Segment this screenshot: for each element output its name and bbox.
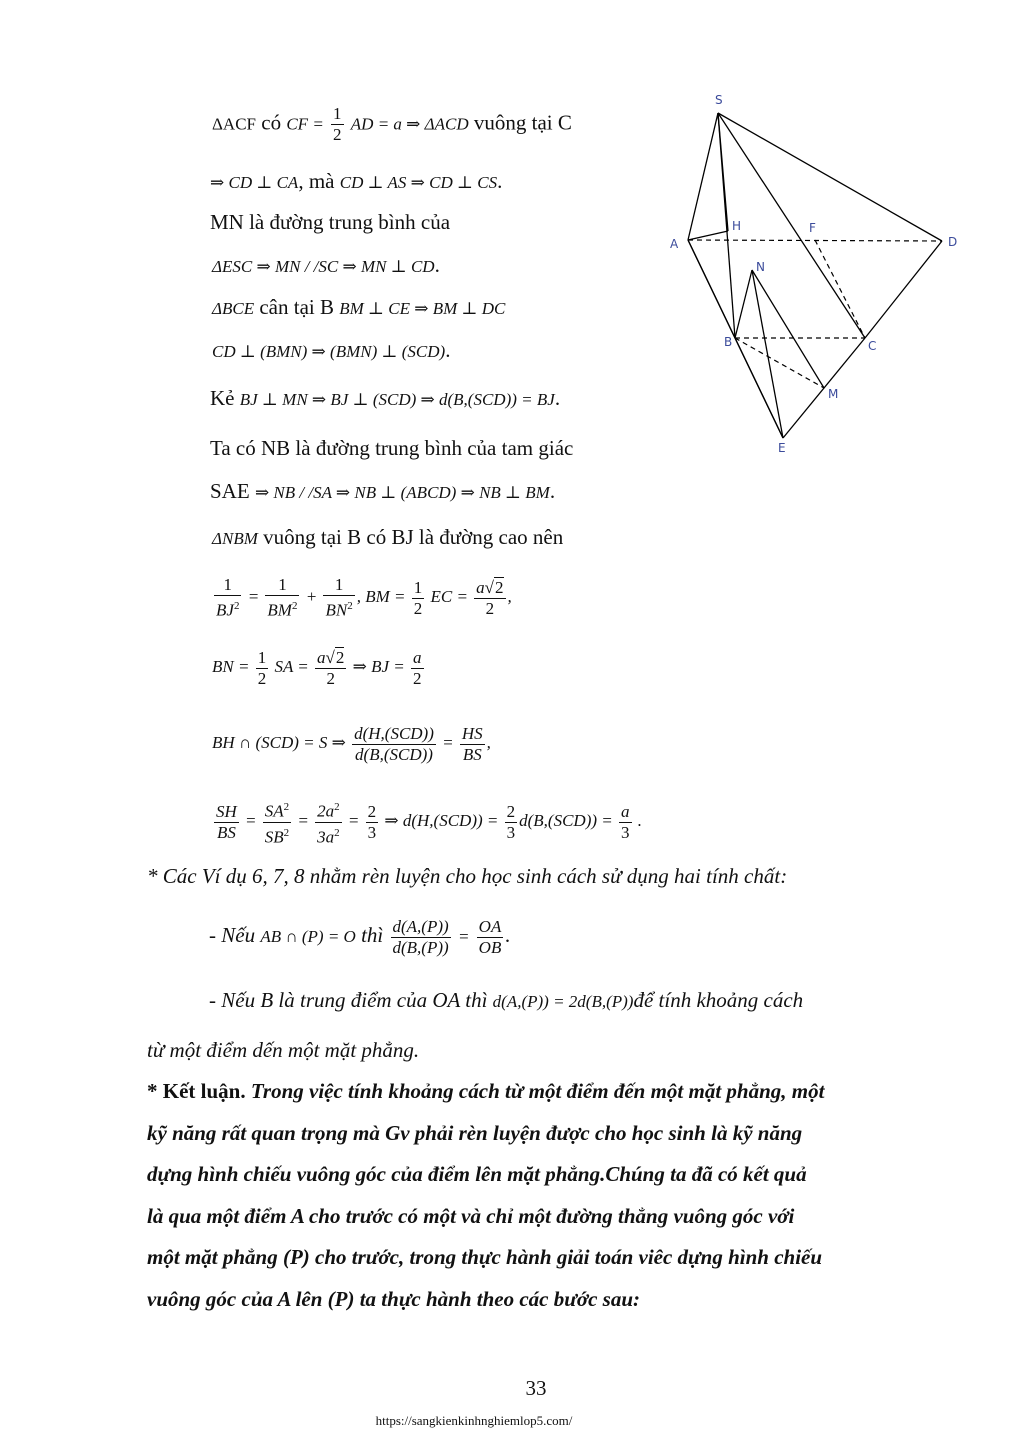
edge-be (735, 338, 783, 438)
geometry-figure (660, 88, 970, 468)
edge-bm-hidden (735, 338, 824, 388)
edge-bn (735, 270, 752, 338)
fraction-half: $\frac{1}{2}$ (333, 104, 342, 144)
line-esc: ΔESC ⇒ MN / /SC ⇒ MN ⊥ CD. (212, 253, 440, 277)
line-bce: ΔBCE cân tại B BM ⊥ CE ⇒ BM ⊥ DC (212, 295, 506, 319)
label-c: C (868, 339, 877, 353)
note-examples: * Các Ví dụ 6, 7, 8 nhằm rèn luyện cho học sinh cách sử dụng hai tính chất: (147, 864, 788, 888)
formula-bn: BN = $\frac{1}{2}$ SA = $\frac{a√2}{2}$ ⇒ BJ = $\frac{a}{2}$ (212, 647, 422, 689)
label-a: A (670, 237, 679, 251)
conclusion-line-6: vuông góc của A lên (P) ta thực hành theo các bước sau: (147, 1287, 640, 1311)
note-property-2: - Nếu B là trung điểm của OA thì d(A,(P)) = 2d(B,(P))để tính khoảng cách (209, 988, 804, 1012)
edge-fc-hidden (815, 240, 865, 338)
edge-sh (718, 113, 728, 231)
line-sae: SAE ⇒ NB / /SA ⇒ NB ⊥ (ABCD) ⇒ NB ⊥ BM. (210, 479, 556, 503)
edge-sa (688, 113, 718, 240)
edge-dc (865, 241, 942, 338)
edge-sd (718, 113, 942, 241)
label-m: M (828, 387, 839, 401)
line-nb-midline: Ta có NB là đường trung bình của tam giác (210, 436, 574, 460)
label-n: N (756, 260, 765, 274)
line-ke-bj: Kẻ BJ ⊥ MN ⇒ BJ ⊥ (SCD) ⇒ d(B,(SCD)) = BJ. (210, 386, 561, 410)
conclusion-line-3: dựng hình chiếu vuông góc của điểm lên mặt phẳng.Chúng ta đã có kết quả (147, 1162, 807, 1186)
formula-bj: $\frac{1}{BJ^2}$ = $\frac{1}{BM^2}$ + $\frac{1}{BN^2}$ , BM = $\frac{1}{2}$ EC = $\frac{a√2}{2}$ , (216, 575, 512, 620)
line-cd-bmn: CD ⊥ (BMN) ⇒ (BMN) ⊥ (SCD). (212, 338, 451, 362)
page-number: 33 (525, 1376, 547, 1400)
label-d: D (948, 235, 958, 249)
formula-sh-bs: $\frac{SH}{BS}$ = $\frac{SA^2}{SB^2}$ = $\frac{2a^2}{3a^2}$ = $\frac{2}{3}$ ⇒ d(H,(SCD)) = $\frac{2}{3}$ d(B,(SCD)) = $\frac{a}{3}$ . (212, 794, 642, 848)
line-cd-cs: ⇒ CD ⊥ CA, mà CD ⊥ AS ⇒ CD ⊥ CS. (210, 169, 503, 193)
edge-ah (688, 231, 728, 240)
conclusion-line-1: * Kết luận. Trong việc tính khoảng cách từ một điểm đến một mặt phẳng, một (147, 1079, 825, 1103)
conclusion-line-2: kỹ năng rất quan trọng mà Gv phải rèn luyện được cho học sinh là kỹ năng (147, 1121, 803, 1145)
label-b: B (724, 335, 733, 349)
line-nbm: ΔNBM vuông tại B có BJ là đường cao nên (212, 525, 564, 549)
label-s: S (715, 93, 723, 107)
line-mn-midline: MN là đường trung bình của (210, 210, 451, 234)
note-property-2-cont: từ một điểm dến một mặt phẳng. (147, 1038, 420, 1062)
conclusion-line-5: một mặt phẳng (P) cho trước, trong thực hành giải toán viêc dựng hình chiếu (147, 1245, 823, 1269)
label-e: E (778, 441, 786, 455)
formula-bh-scd: BH ∩ (SCD) = S ⇒ $\frac{\text{d(H,(SCD))}}{\text{d(B,(SCD))}}$ = $\frac{HS}{BS}$ , (212, 723, 491, 764)
conclusion-line-4: là qua một điểm A cho trước có một và chỉ một đường thẳng vuông góc với (147, 1204, 795, 1228)
line-acf: ΔACF có CF = $\frac{1}{2}$ AD = a ⇒ ΔACD vuông tại C (212, 104, 572, 144)
label-f: F (809, 221, 816, 235)
note-property-1: - Nếu AB ∩ (P) = O thì $\frac{d(A,(P))}{d(B,(P))}$ = $\frac{OA}{OB}$ . (209, 916, 511, 957)
label-h: H (732, 219, 742, 233)
footer-url[interactable]: https://sangkienkinhnghiemlop5.com/ (375, 1413, 573, 1428)
